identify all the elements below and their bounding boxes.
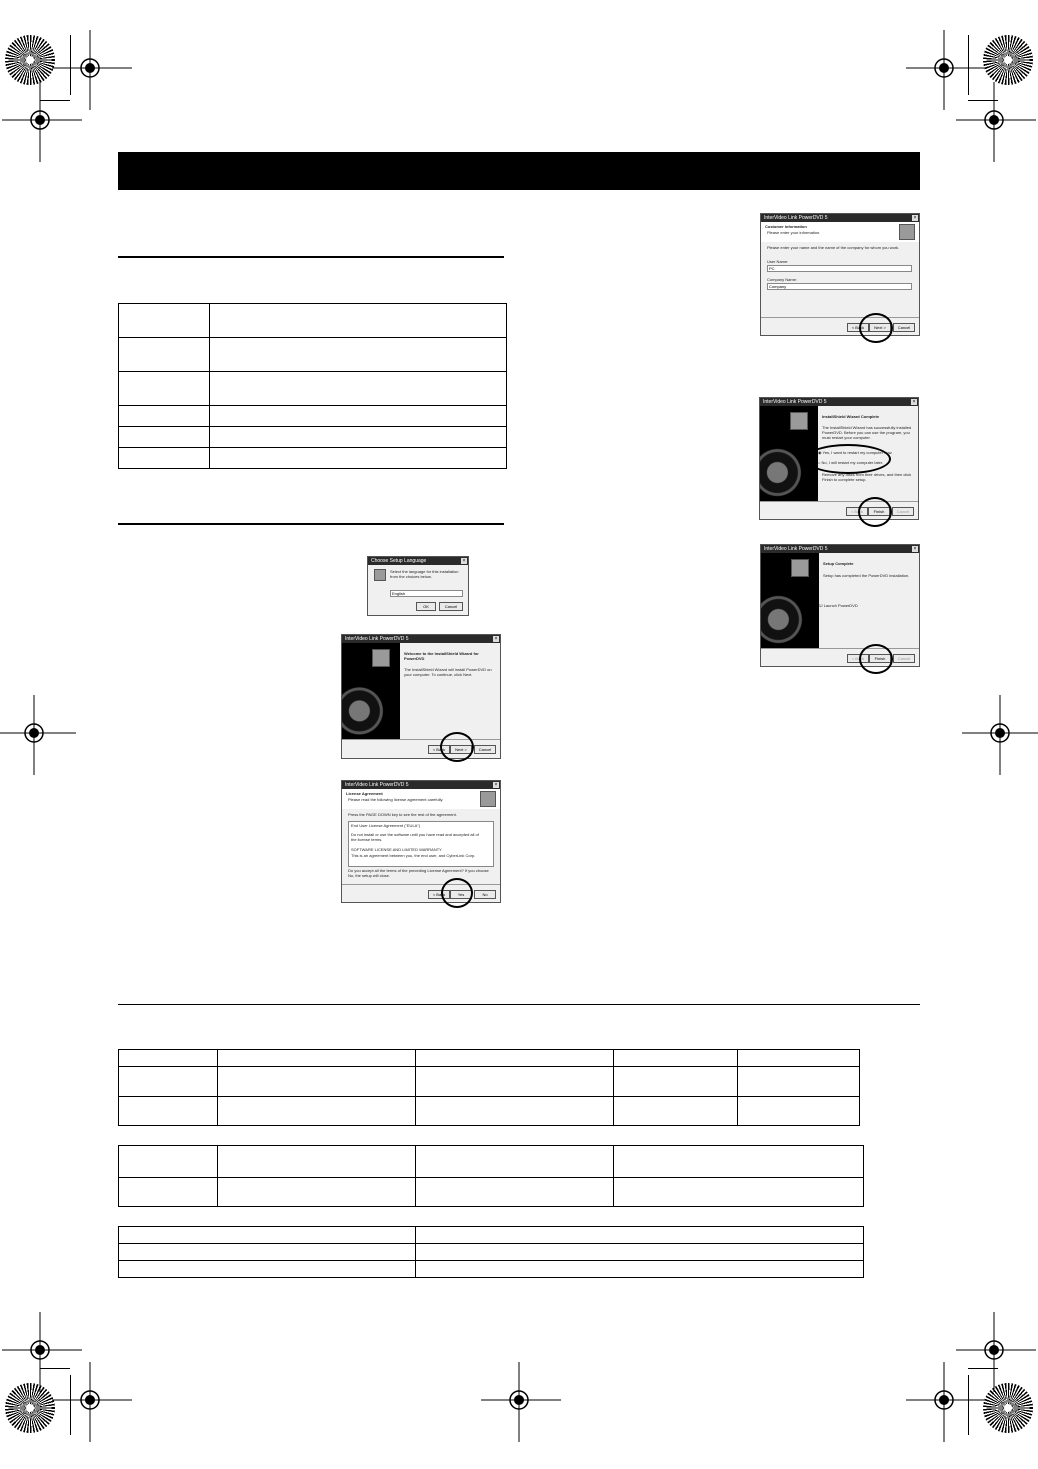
company-name-field[interactable]: Company bbox=[767, 283, 912, 290]
dialog-note: Remove any disks from their drives, and then click Finish to complete setup. bbox=[822, 472, 912, 482]
table-cell bbox=[416, 1067, 614, 1097]
table-cell bbox=[119, 338, 210, 372]
table-cell bbox=[119, 1067, 218, 1097]
table-cell bbox=[416, 1227, 864, 1244]
spec-table-2 bbox=[118, 1145, 864, 1207]
setup-icon bbox=[374, 569, 386, 581]
spec-table-1 bbox=[118, 1049, 860, 1126]
table-cell bbox=[210, 338, 507, 372]
close-icon[interactable]: × bbox=[494, 636, 498, 642]
installer-icon bbox=[790, 412, 808, 430]
dialog-titlebar: InterVideo Link PowerDVD 5 × bbox=[761, 214, 919, 222]
table-cell bbox=[416, 1178, 614, 1207]
back-button[interactable]: < Back bbox=[847, 654, 869, 663]
table-cell bbox=[119, 1050, 218, 1067]
table-cell bbox=[119, 1261, 416, 1278]
table-cell bbox=[614, 1097, 738, 1126]
close-icon[interactable]: × bbox=[913, 215, 917, 221]
back-button[interactable]: < Back bbox=[428, 745, 450, 754]
dialog-question: Do you accept all the terms of the preceding License Agreement? If you choose No, the setup will close. bbox=[348, 868, 489, 878]
registration-mark bbox=[0, 695, 76, 775]
dialog-hint: Press the PAGE DOWN key to see the rest of the agreement. bbox=[348, 812, 457, 817]
finish-button[interactable]: Finish bbox=[869, 654, 891, 663]
registration-mark bbox=[481, 1362, 561, 1442]
back-button[interactable]: < Back bbox=[846, 507, 868, 516]
table-cell bbox=[119, 1244, 416, 1261]
next-button[interactable]: Next > bbox=[869, 323, 891, 332]
language-dialog bbox=[367, 556, 469, 616]
highlight-circle bbox=[441, 878, 473, 908]
back-button[interactable]: < Back bbox=[428, 890, 450, 899]
installer-icon bbox=[899, 224, 915, 240]
color-bar-disc bbox=[983, 35, 1033, 85]
dialog-heading: Welcome to the InstallShield Wizard for PowerDVD bbox=[404, 651, 479, 661]
section-rule bbox=[118, 523, 504, 525]
installer-side-graphic bbox=[761, 553, 819, 648]
setup-complete-dialog bbox=[760, 544, 920, 667]
close-icon[interactable]: × bbox=[462, 558, 466, 564]
table-cell bbox=[416, 1050, 614, 1067]
table-cell bbox=[119, 1097, 218, 1126]
highlight-circle bbox=[805, 444, 891, 474]
cancel-button[interactable]: Cancel bbox=[892, 507, 914, 516]
table-cell bbox=[218, 1067, 416, 1097]
table-cell bbox=[119, 304, 210, 338]
highlight-circle bbox=[858, 497, 892, 527]
dialog-body: The InstallShield Wizard has successfully installed PowerDVD. Before you can use the program, you must restart your computer. bbox=[822, 425, 912, 440]
dialog-titlebar: InterVideo Link PowerDVD 5 × bbox=[760, 398, 918, 406]
license-line: End User License Agreement ("EULA") bbox=[351, 823, 421, 828]
spec-table-3 bbox=[118, 1226, 864, 1278]
dialog-prompt: Select the language for this installation from the choices below. bbox=[390, 569, 459, 579]
table-cell bbox=[416, 1097, 614, 1126]
close-icon[interactable]: × bbox=[494, 782, 498, 788]
table-cell bbox=[738, 1067, 860, 1097]
dialog-titlebar: Choose Setup Language × bbox=[368, 557, 468, 565]
highlight-circle bbox=[859, 644, 893, 674]
dialog-body: Setup has completed the PowerDVD installation. bbox=[823, 573, 910, 578]
launch-checkbox[interactable]: ☑ Launch PowerDVD bbox=[819, 603, 858, 608]
user-name-label: User Name: bbox=[767, 259, 789, 264]
table-cell bbox=[119, 427, 210, 448]
dialog-heading: License Agreement bbox=[346, 791, 383, 796]
license-dialog bbox=[341, 780, 501, 903]
close-icon[interactable]: × bbox=[912, 399, 916, 405]
dialog-titlebar: InterVideo Link PowerDVD 5 × bbox=[342, 781, 500, 789]
dialog-subheading: Please enter your information. bbox=[767, 230, 821, 235]
cancel-button[interactable]: Cancel bbox=[474, 745, 496, 754]
table-cell bbox=[119, 1178, 218, 1207]
finish-button[interactable]: Finish bbox=[868, 507, 890, 516]
user-name-field[interactable]: PC bbox=[767, 265, 912, 272]
next-button[interactable]: Next > bbox=[450, 745, 472, 754]
requirements-table bbox=[118, 303, 507, 469]
table-cell bbox=[119, 372, 210, 406]
table-cell bbox=[210, 427, 507, 448]
installer-side-graphic bbox=[342, 643, 400, 740]
table-cell bbox=[119, 406, 210, 427]
dialog-body: The InstallShield Wizard will install PowerDVD on your computer. To continue, click Next. bbox=[404, 667, 492, 677]
table-cell bbox=[614, 1146, 864, 1178]
dialog-subheading: Please read the following license agreement carefully. bbox=[348, 797, 444, 802]
highlight-circle bbox=[859, 313, 893, 343]
installer-icon bbox=[791, 559, 809, 577]
section-rule bbox=[118, 256, 504, 258]
table-cell bbox=[738, 1097, 860, 1126]
restart-now-option[interactable]: ◉ Yes, I want to restart my computer now. bbox=[818, 450, 893, 455]
back-button[interactable]: < Back bbox=[847, 323, 869, 332]
table-cell bbox=[119, 448, 210, 469]
table-cell bbox=[218, 1178, 416, 1207]
table-cell bbox=[210, 448, 507, 469]
table-cell bbox=[218, 1146, 416, 1178]
license-line: This is an agreement between you, the end user, and CyberLink Corp. bbox=[351, 853, 476, 858]
dialog-heading: Customer Information bbox=[765, 224, 807, 229]
dialog-titlebar: InterVideo Link PowerDVD 5 × bbox=[342, 635, 500, 643]
company-name-label: Company Name: bbox=[767, 277, 798, 282]
table-cell bbox=[416, 1244, 864, 1261]
cancel-button[interactable]: Cancel bbox=[893, 323, 915, 332]
table-cell bbox=[119, 1227, 416, 1244]
license-line: Do not install or use the software until you have read and accepted all of the license terms. bbox=[351, 832, 479, 842]
no-button[interactable]: No bbox=[474, 890, 496, 899]
table-cell bbox=[614, 1050, 738, 1067]
table-cell bbox=[210, 372, 507, 406]
table-cell bbox=[416, 1261, 864, 1278]
color-bar-disc bbox=[5, 35, 55, 85]
registration-mark bbox=[906, 1362, 986, 1442]
installer-icon bbox=[372, 649, 390, 667]
welcome-dialog bbox=[341, 634, 501, 759]
table-cell bbox=[218, 1050, 416, 1067]
table-cell bbox=[614, 1178, 864, 1207]
table-cell bbox=[614, 1067, 738, 1097]
table-cell bbox=[738, 1050, 860, 1067]
language-select[interactable]: English bbox=[390, 590, 463, 597]
dialog-titlebar: InterVideo Link PowerDVD 5 × bbox=[761, 545, 919, 553]
restart-later-option[interactable]: ○ No, I will restart my computer later. bbox=[818, 460, 884, 465]
ok-button[interactable]: OK bbox=[416, 602, 436, 611]
table-cell bbox=[210, 406, 507, 427]
close-icon[interactable]: × bbox=[913, 546, 917, 552]
dialog-prompt: Please enter your name and the name of the company for whom you work. bbox=[767, 245, 900, 250]
cancel-button[interactable]: Cancel bbox=[893, 654, 915, 663]
installer-icon bbox=[480, 791, 496, 807]
table-cell bbox=[119, 1146, 218, 1178]
registration-mark bbox=[52, 1362, 132, 1442]
registration-mark bbox=[962, 695, 1038, 775]
dialog-heading: Setup Complete bbox=[823, 561, 854, 566]
license-text-box[interactable] bbox=[348, 821, 494, 867]
highlight-circle bbox=[440, 732, 474, 762]
registration-mark bbox=[956, 82, 1036, 162]
table-cell bbox=[210, 304, 507, 338]
table-cell bbox=[416, 1146, 614, 1178]
registration-mark bbox=[2, 82, 82, 162]
section-rule bbox=[118, 1004, 920, 1005]
table-cell bbox=[218, 1097, 416, 1126]
dialog-heading: InstallShield Wizard Complete bbox=[822, 414, 880, 419]
page-header-bar bbox=[118, 152, 920, 190]
yes-button[interactable]: Yes bbox=[450, 890, 472, 899]
cancel-button[interactable]: Cancel bbox=[439, 602, 463, 611]
license-line: SOFTWARE LICENSE AND LIMITED WARRANTY bbox=[351, 847, 442, 852]
customer-info-dialog bbox=[760, 213, 920, 336]
